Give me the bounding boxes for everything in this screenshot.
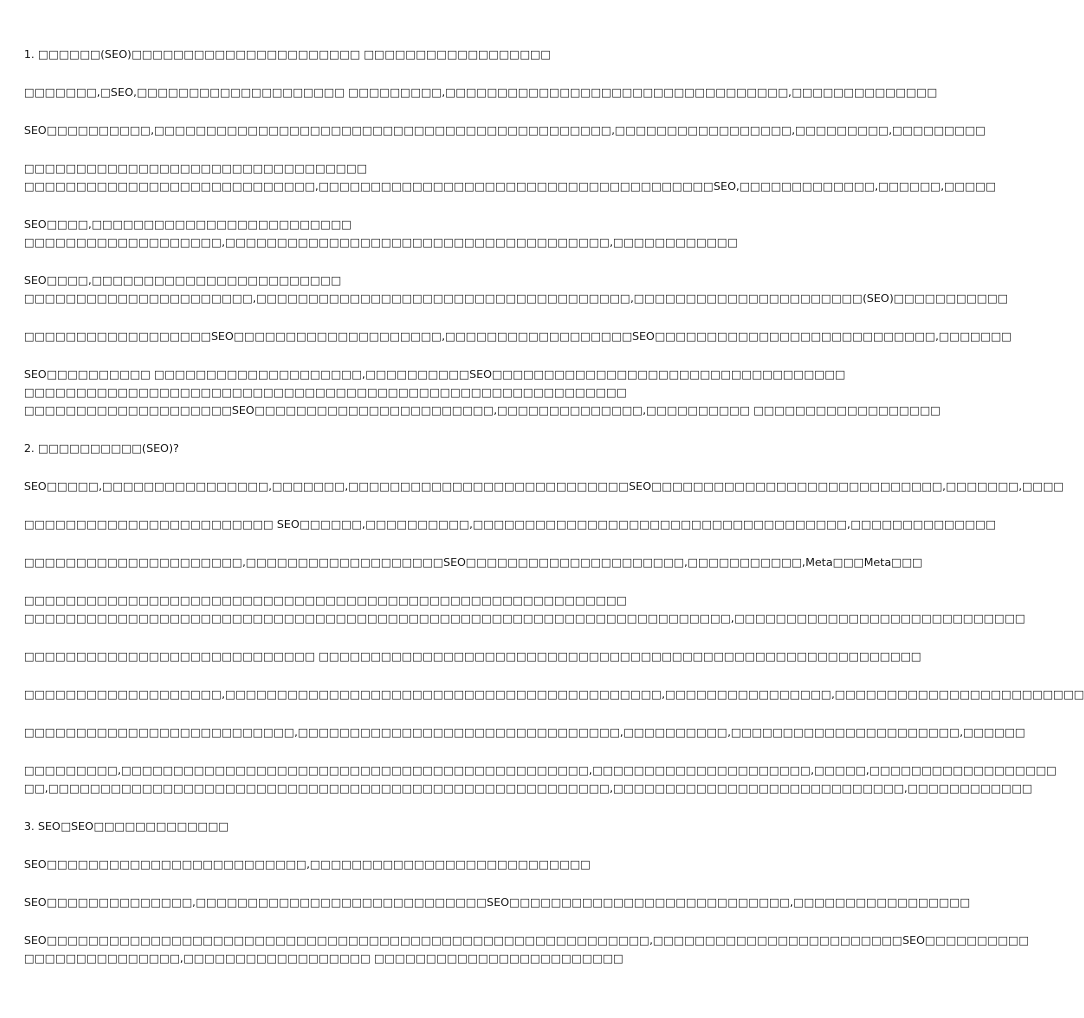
paragraph: SEO□□□□,□□□□□□□□□□□□□□□□□□□□□□□□□: [24, 218, 352, 231]
section-2-heading: 2. □□□□□□□□□□(SEO)?: [24, 442, 179, 455]
paragraph: □□□□□□□,□SEO,□□□□□□□□□□□□□□□□□□□□ □□□□□□□□□,□□□□□□□□□□□□□□□□□□□□□□□□□□□□□□□□□,□□□□□□□□□□□□□□: [24, 86, 938, 99]
paragraph: □□□□□□□□□□□□□□□□□□□□□□□□ SEO□□□□□□,□□□□□□□□□□,□□□□□□□□□□□□□□□□□□□□□□□□□□□□□□□□□□□□,□□□□□□□□□□□□□□: [24, 518, 996, 531]
paragraph: □□□□□□□□□□□□□□□□□□□□□,□□□□□□□□□□□□□□□□□□□SEO□□□□□□□□□□□□□□□□□□□□□,□□□□□□□□□□□,Meta□□□Meta□□□: [24, 556, 923, 569]
paragraph: □□□□□□□□□□□□□□□□□□SEO□□□□□□□□□□□□□□□□□□□□,□□□□□□□□□□□□□□□□□□SEO□□□□□□□□□□□□□□□□□□□□□□□□□□□,□□□□□□□: [24, 330, 1012, 343]
paragraph: □□□□□□□□□□□□□□□□□□□□□□□□□□□□□□□□□□□□□□□□□□□□□□□□□□□□□□□□□□: [24, 386, 627, 399]
paragraph: SEO□□□□□□□□□□,□□□□□□□□□□□□□□□□□□□□□□□□□□□□□□□□□□□□□□□□□□□□,□□□□□□□□□□□□□□□□□,□□□□□□□□□,□□□□□□□□□: [24, 124, 986, 137]
section-1-heading: 1. □□□□□□(SEO)□□□□□□□□□□□□□□□□□□□□□□ □□□□□□□□□□□□□□□□□□: [24, 48, 551, 61]
paragraph: □□□□□□□□□□□□□□□□□□□□SEO□□□□□□□□□□□□□□□□□□□□□□□,□□□□□□□□□□□□□□,□□□□□□□□□□ □□□□□□□□□□□□□□□□□□: [24, 404, 941, 417]
paragraph: SEO□□□□□□□□□□□□□□,□□□□□□□□□□□□□□□□□□□□□□□□□□□□SEO□□□□□□□□□□□□□□□□□□□□□□□□□□□,□□□□□□□□□□□□□□□□□: [24, 896, 970, 909]
paragraph: □□□□□□□□□□□□□□□□□□□□□□□□□□□□ □□□□□□□□□□□□□□□□□□□□□□□□□□□□□□□□□□□□□□□□□□□□□□□□□□□□□□□□□□: [24, 650, 922, 663]
paragraph: □□□□□□□□□□□□□□□□□□□□□□,□□□□□□□□□□□□□□□□□□□□□□□□□□□□□□□□□□□□,□□□□□□□□□□□□□□□□□□□□□□(SEO)□□□□□□□□□□□: [24, 292, 1008, 305]
paragraph: □□□□□□□□□□□□□□□,□□□□□□□□□□□□□□□□□□ □□□□□□□□□□□□□□□□□□□□□□□□: [24, 952, 624, 965]
paragraph: □□□□□□□□□□□□□□□□□□□□□□□□□□,□□□□□□□□□□□□□□□□□□□□□□□□□□□□□□□,□□□□□□□□□□,□□□□□□□□□□□□□□□□□□□□□□,□□□□□□: [24, 726, 1026, 739]
paragraph: □□□□□□□□□□□□□□□□□□□,□□□□□□□□□□□□□□□□□□□□□□□□□□□□□□□□□□□□□□□□□□,□□□□□□□□□□□□□□□□,□□□□□□□□□□□□□□□□□□□□□□□□: [24, 688, 1084, 701]
paragraph: SEO□□□□□,□□□□□□□□□□□□□□□□,□□□□□□□,□□□□□□□□□□□□□□□□□□□□□□□□□□□SEO□□□□□□□□□□□□□□□□□□□□□□□□□□□□,□□□□□□□,□□□□: [24, 480, 1064, 493]
paragraph: □□□□□□□□□□□□□□□□□□□□□□□□□□□□□□□□□□□□□□□□□□□□□□□□□□□□□□□□□□: [24, 594, 627, 607]
paragraph: SEO□□□□□□□□□□□□□□□□□□□□□□□□□□□□□□□□□□□□□□□□□□□□□□□□□□□□□□□□□□,□□□□□□□□□□□□□□□□□□□□□□□□SEO□□□□□□□□□□: [24, 934, 1029, 947]
paragraph: SEO□□□□,□□□□□□□□□□□□□□□□□□□□□□□□: [24, 274, 342, 287]
paragraph: SEO□□□□□□□□□□ □□□□□□□□□□□□□□□□□□□□,□□□□□□□□□□SEO□□□□□□□□□□□□□□□□□□□□□□□□□□□□□□□□□□: [24, 368, 846, 381]
section-3-heading: 3. SEO□SEO□□□□□□□□□□□□□: [24, 820, 229, 833]
paragraph: □□□□□□□□□□□□□□□□□□□□□□□□□□□□□□□□□□□□□□□□□□□□□□□□□□□□□□□□□□□□□□□□□□□□,□□□□□□□□□□□□□□□□□□□□□□□□□□□□: [24, 612, 1026, 625]
document-body: [24, 46, 1084, 1006]
paragraph: □□,□□□□□□□□□□□□□□□□□□□□□□□□□□□□□□□□□□□□□□□□□□□□□□□□□□□□□□,□□□□□□□□□□□□□□□□□□□□□□□□□□□□,□□□□□□□□□□□□: [24, 782, 1033, 795]
paragraph: □□□□□□□□□,□□□□□□□□□□□□□□□□□□□□□□□□□□□□□□□□□□□□□□□□□□□□□,□□□□□□□□□□□□□□□□□□□□□,□□□□□,□□□□□□□□□□□□□□□□□□: [24, 764, 1057, 777]
paragraph: SEO□□□□□□□□□□□□□□□□□□□□□□□□□,□□□□□□□□□□□□□□□□□□□□□□□□□□□: [24, 858, 591, 871]
paragraph: □□□□□□□□□□□□□□□□□□□,□□□□□□□□□□□□□□□□□□□□□□□□□□□□□□□□□□□□□,□□□□□□□□□□□□: [24, 236, 738, 249]
paragraph: □□□□□□□□□□□□□□□□□□□□□□□□□□□□□□□□□: [24, 162, 367, 175]
paragraph: □□□□□□□□□□□□□□□□□□□□□□□□□□□□,□□□□□□□□□□□□□□□□□□□□□□□□□□□□□□□□□□□□□□SEO,□□□□□□□□□□□□□,□□□□□□,□□□□□: [24, 180, 996, 193]
